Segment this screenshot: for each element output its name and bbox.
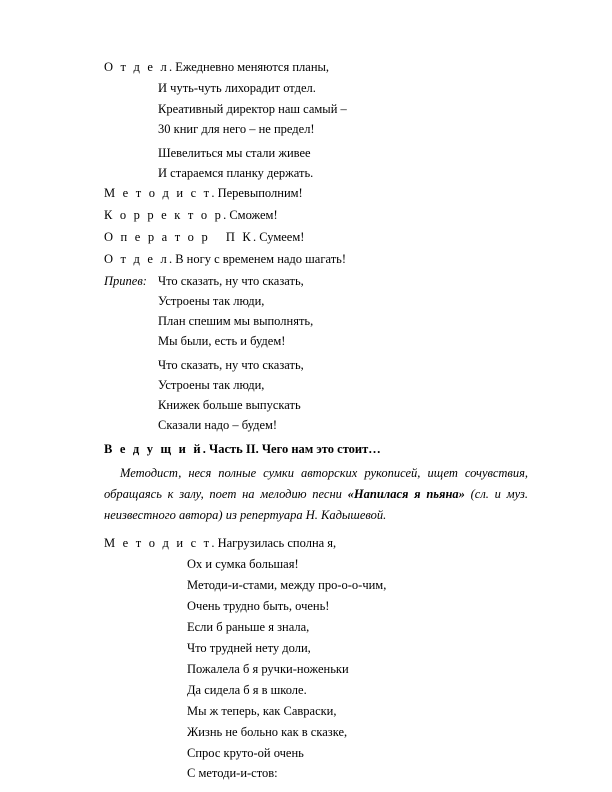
stanza-line-3: Креативный директор наш самый – [158,102,347,116]
stage-direction [104,463,528,526]
chorus-line-3: План спешим мы выполнять, [158,314,314,328]
reply-korrektor: К о р р е к т о р. Сможем! [104,208,278,222]
chorus-label: Припев: [104,274,147,288]
chorus-line-6: Устроены так люди, [158,378,265,392]
reply-text: Перевыполним! [217,186,303,200]
speaker-name: М е т о д и с т [104,536,212,550]
chorus-line-8: Сказали надо – будем! [158,418,278,432]
chorus-line-5: Что сказать, ну что сказать, [158,358,304,372]
song-line-12: С методи-и-стов: [187,766,278,780]
speaker-name: В е д у щ и й [104,442,203,456]
song-line-5: Если б раньше я знала, [187,620,310,634]
stanza-line-5: Шевелиться мы стали живее [158,146,311,160]
section-title: Часть II. Чего нам это стоит… [209,442,381,456]
reply-text: В ногу с временем надо шагать! [175,252,347,266]
stanza-line-2: И чуть-чуть лихорадит отдел. [158,81,316,95]
chorus-line-1: Что сказать, ну что сказать, [158,274,304,288]
song-line-7: Пожалела б я ручки-ноженьки [187,662,349,676]
speaker-name: К о р р е к т о р [104,208,224,222]
host-line: В е д у щ и й. Часть II. Чего нам это стоит… [104,442,381,456]
direction-credits: (сл. и муз. неизвестного автора) из репертуара Н. Кадышевой. [104,487,528,522]
direction-lead: Методист, неся полные сумки авторских рукописей, ищет сочувствия, обращаясь к залу, поет на мелодию песни [104,466,528,501]
speaker-name: М е т о д и с т [104,186,212,200]
chorus-line-7: Книжек больше выпускать [158,398,301,412]
song-line-6: Что трудней нету доли, [187,641,311,655]
song-line-9: Мы ж теперь, как Савраски, [187,704,337,718]
song-line-11: Спрос круто-ой очень [187,746,304,760]
reply-operator: О п е р а т о р П К. Сумеем! [104,230,305,244]
stanza-line-4: 30 книг для него – не предел! [158,122,315,136]
reply-text: Сможем! [229,208,278,222]
speaker-dot: . [168,60,176,74]
song-line-3: Методи-и-стами, между про-о-о-чим, [187,578,387,592]
chorus-line-2: Устроены так люди, [158,294,265,308]
song-line-1: М е т о д и с т. Нагрузилась сполна я, [104,536,337,550]
line-text: Нагрузилась сполна я, [217,536,337,550]
stanza-line-6: И стараемся планку держать. [158,166,314,180]
speaker-name: О п е р а т о р П К [104,230,253,244]
song-line-4: Очень трудно быть, очень! [187,599,330,613]
line-text: Ежедневно меняются планы, [175,60,330,74]
song-title: «Напилася я пьяна» [347,487,465,501]
reply-text: Сумеем! [259,230,305,244]
song-line-10: Жизнь не больно как в сказке, [187,725,348,739]
reply-metodist: М е т о д и с т. Перевыполним! [104,186,303,200]
speaker-name: О т д е л [104,60,169,74]
song-line-8: Да сидела б я в школе. [187,683,307,697]
stanza-line-1 [104,58,329,77]
chorus-line-4: Мы были, есть и будем! [158,334,286,348]
speaker-name: О т д е л [104,252,169,266]
song-line-2: Ох и сумка большая! [187,557,299,571]
reply-otdel: О т д е л. В ногу с временем надо шагать! [104,252,347,266]
